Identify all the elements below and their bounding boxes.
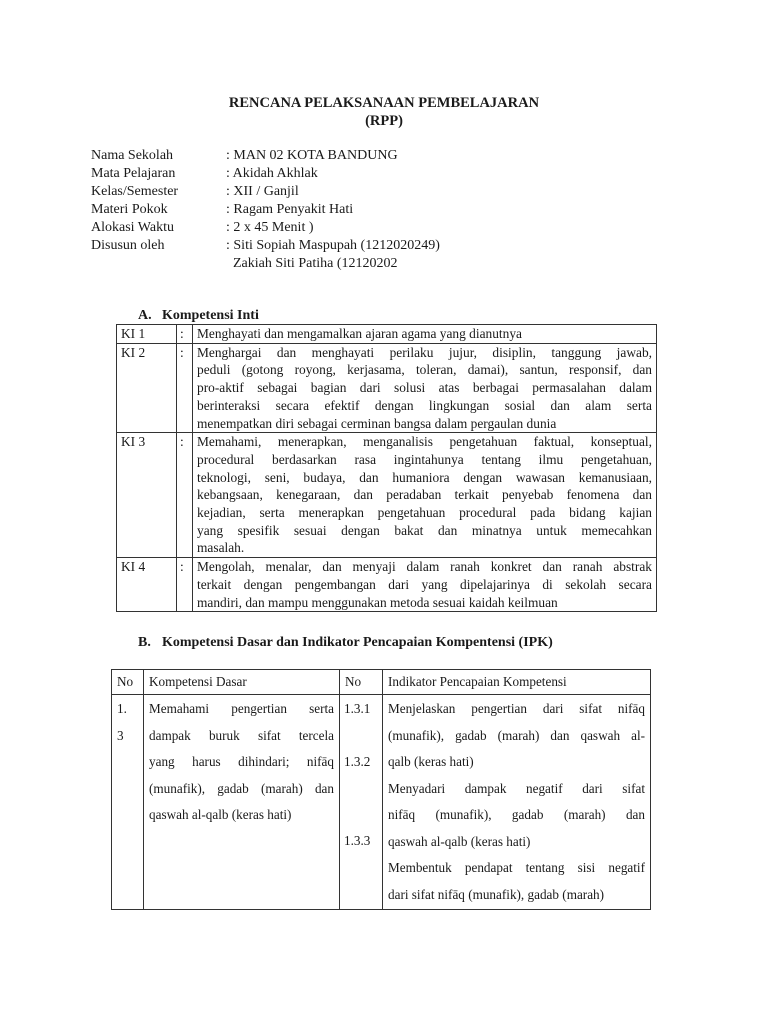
kd-line: yang harus dihindari; nifāq bbox=[149, 754, 334, 769]
ki-colon: : bbox=[177, 325, 193, 344]
table-row bbox=[112, 695, 651, 910]
info-value: : Ragam Penyakit Hati bbox=[226, 202, 354, 217]
kd-line: (munafik), gadab (marah) dan bbox=[149, 780, 334, 796]
ipk-description bbox=[383, 695, 651, 910]
kd-number-line: 1. bbox=[117, 701, 127, 716]
ki-line: yang spesifik sesuai dengan bakat dan minatnya untuk memecahkan bbox=[197, 522, 652, 538]
table-header-row bbox=[112, 670, 651, 695]
ipk-number: 1.3.1 bbox=[344, 701, 371, 716]
ki-line: menempatkan diri sebagai cerminan bangsa dalam pergaulan dunia bbox=[197, 415, 557, 431]
info-label: Kelas/Semester bbox=[91, 184, 179, 199]
section-letter: B. bbox=[138, 635, 151, 650]
ipk-line: nifāq (munafik), gadab (marah) dan bbox=[388, 807, 645, 822]
ipk-numbers bbox=[340, 695, 383, 910]
kompetensi-dasar-table bbox=[111, 669, 651, 910]
table-row bbox=[117, 343, 657, 433]
ipk-number: 1.3.3 bbox=[344, 833, 371, 848]
kd-number-line: 3 bbox=[117, 727, 124, 743]
ipk-line: qalb (keras hati) bbox=[388, 754, 474, 769]
ipk-line: qaswah al-qalb (keras hati) bbox=[388, 833, 531, 849]
header-no-indikator: No bbox=[340, 670, 383, 695]
ki-line: Menghayati dan mengamalkan ajaran agama yang dianutnya bbox=[197, 326, 522, 341]
info-label: Materi Pokok bbox=[91, 202, 168, 217]
info-value: : Siti Sopiah Maspupah (1212020249) bbox=[226, 238, 440, 253]
ki-line: procedural berdasarkan rasa ingintahunya tentang ilmu pengetahuan, bbox=[197, 451, 652, 467]
info-label: Alokasi Waktu bbox=[91, 220, 174, 235]
header-indikator: Indikator Pencapaian Kompetensi bbox=[383, 670, 651, 695]
ki-description bbox=[193, 343, 657, 433]
ki-line: terkait dengan pengembangan dari yang dipelajarinya di sekolah secara bbox=[197, 576, 652, 592]
kd-number bbox=[112, 695, 144, 910]
info-value: : 2 x 45 Menit ) bbox=[226, 220, 314, 235]
section-title: Kompetensi Inti bbox=[162, 308, 259, 323]
section-letter: A. bbox=[138, 308, 152, 323]
ipk-line: Menyadari dampak negatif dari sifat bbox=[388, 780, 645, 796]
ki-line: Mengolah, menalar, dan menyaji dalam ranah konkret dan ranah abstrak bbox=[197, 559, 652, 575]
section-b-heading bbox=[138, 634, 553, 652]
ipk-line: Membentuk pendapat tentang sisi negatif bbox=[388, 860, 645, 875]
info-value: : Akidah Akhlak bbox=[226, 166, 318, 181]
info-value: : MAN 02 KOTA BANDUNG bbox=[226, 148, 398, 163]
ki-colon: : bbox=[177, 343, 193, 433]
ki-line: teknologi, seni, budaya, dan humaniora dengan wawasan kemanusiaan, bbox=[197, 469, 652, 485]
ki-line: Memahami, menerapkan, menganalisis pengetahuan faktual, konseptual, bbox=[197, 434, 652, 450]
ki-line: mandiri, dan mampu menggunakan metoda sesuai kaidah keilmuan bbox=[197, 594, 558, 610]
kompetensi-inti-table bbox=[116, 324, 657, 612]
kd-description bbox=[144, 695, 340, 910]
kd-line: qaswah al-qalb (keras hati) bbox=[149, 807, 292, 822]
section-a-heading bbox=[138, 307, 259, 325]
ki-description bbox=[193, 325, 657, 344]
ki-code: KI 2 bbox=[117, 343, 177, 433]
info-value: : XII / Ganjil bbox=[226, 184, 299, 199]
ipk-number: 1.3.2 bbox=[344, 754, 371, 769]
ki-code: KI 1 bbox=[117, 325, 177, 344]
kd-line: dampak buruk sifat tercela bbox=[149, 727, 334, 743]
header-kompetensi-dasar: Kompetensi Dasar bbox=[144, 670, 340, 695]
kd-line: Memahami pengertian serta bbox=[149, 701, 334, 716]
table-row bbox=[117, 433, 657, 558]
ipk-line: (munafik), gadab (marah) dan qaswah al- bbox=[388, 727, 645, 743]
ki-colon: : bbox=[177, 433, 193, 558]
ki-line: pro-aktif sebagai bagian dari solusi atas berbagai permasalahan dalam bbox=[197, 380, 652, 396]
ki-description bbox=[193, 558, 657, 612]
ipk-line: Menjelaskan pengertian dari sifat nifāq bbox=[388, 701, 645, 716]
info-label: Mata Pelajaran bbox=[91, 166, 176, 181]
ki-code: KI 4 bbox=[117, 558, 177, 612]
section-title: Kompetensi Dasar dan Indikator Pencapaian Kompentensi (IPK) bbox=[162, 635, 553, 650]
ki-description bbox=[193, 433, 657, 558]
ki-line: kebangsaan, kenegaraan, dan peradaban terkait penyebab fenomena dan bbox=[197, 487, 652, 503]
document-subtitle: (RPP) bbox=[365, 113, 403, 129]
info-label: Disusun oleh bbox=[91, 238, 165, 253]
header-no: No bbox=[112, 670, 144, 695]
ipk-line: dari sifat nifāq (munafik), gadab (marah) bbox=[388, 886, 605, 902]
table-row bbox=[117, 558, 657, 612]
ki-line: Menghargai dan menghayati perilaku jujur, disiplin, tanggung jawab, bbox=[197, 344, 652, 360]
document-title: RENCANA PELAKSANAAN PEMBELAJARAN bbox=[228, 95, 540, 111]
ki-line: berinteraksi secara efektif dengan lingkungan sosial dan alam serta bbox=[197, 397, 652, 413]
info-value: Zakiah Siti Patiha (12120202 bbox=[233, 256, 398, 271]
ki-code: KI 3 bbox=[117, 433, 177, 558]
info-label: Nama Sekolah bbox=[91, 148, 174, 163]
table-row bbox=[117, 325, 657, 344]
ki-line: kejadian, serta menerapkan pengetahuan procedural pada bidang kajian bbox=[197, 505, 652, 521]
ki-line: peduli (gotong royong, kerjasama, toleran, damai), santun, responsif, dan bbox=[197, 362, 652, 378]
ki-colon: : bbox=[177, 558, 193, 612]
ki-line: masalah. bbox=[197, 540, 245, 556]
